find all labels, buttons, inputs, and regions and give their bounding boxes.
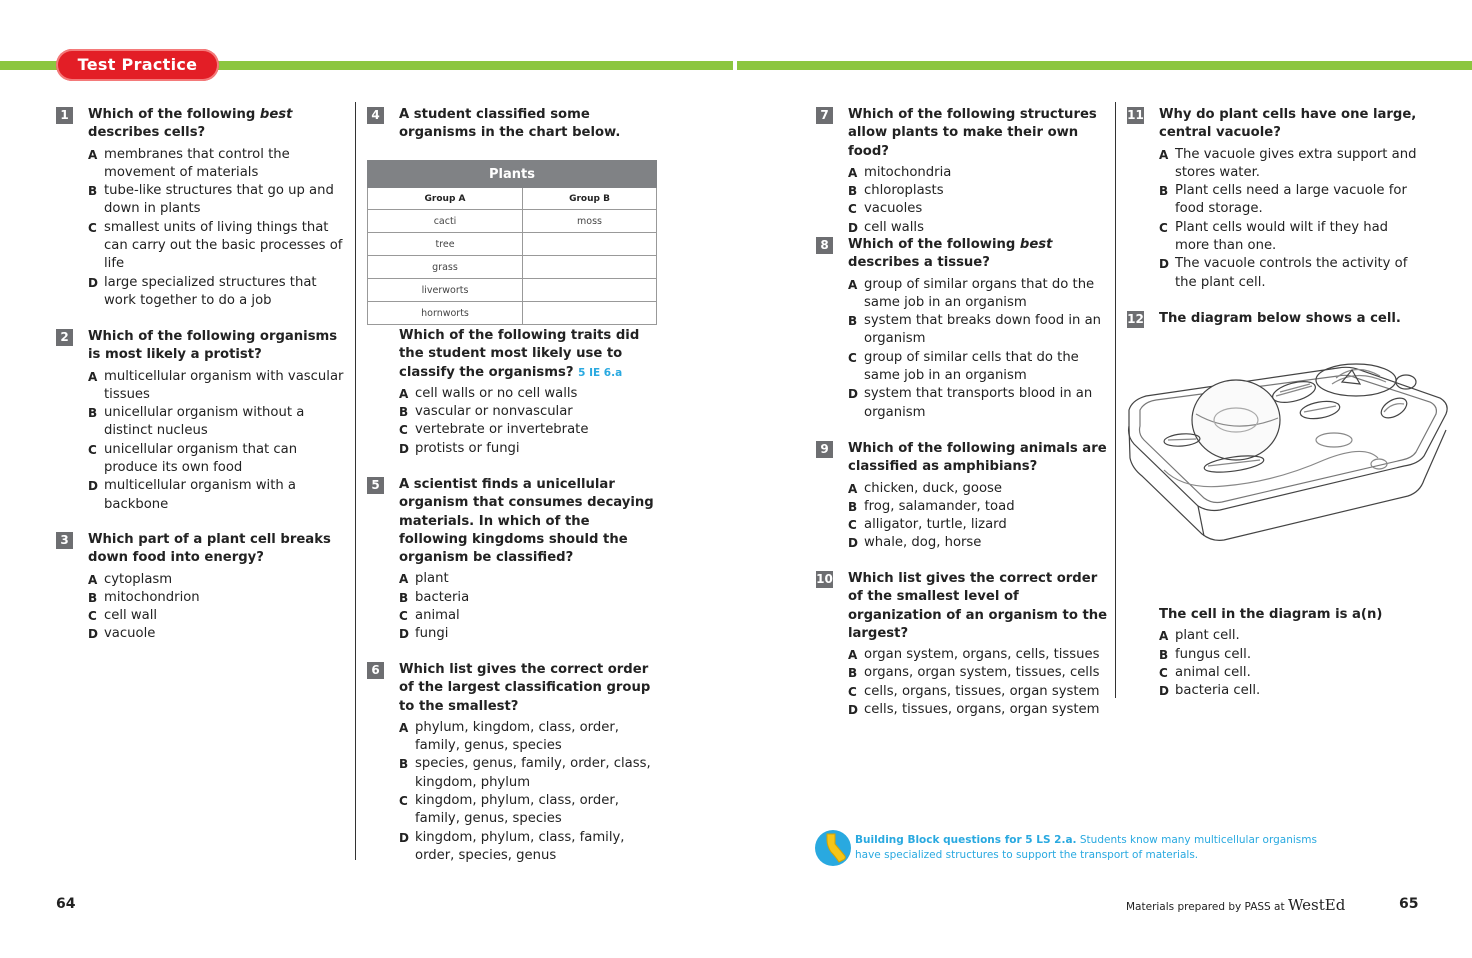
answer-option[interactable]: C cells, organs, tissues, organ system — [848, 683, 1100, 699]
answer-option[interactable]: C alligator, turtle, lizard — [848, 517, 1007, 533]
question-9 — [816, 440, 1108, 553]
answer-option[interactable]: D multicellular organism with a backbone — [88, 478, 297, 512]
answer-option[interactable]: C animal cell. — [1159, 664, 1251, 680]
footer-credit: Materials prepared by PASS at WestEd — [1126, 896, 1346, 914]
answer-option[interactable]: B frog, salamander, toad — [848, 498, 1015, 514]
answer-option[interactable]: B unicellular organism without a distinct nucleus — [88, 405, 305, 439]
answer-option[interactable]: A multicellular organism with vascular tissues — [88, 368, 344, 402]
column-divider-left — [355, 102, 356, 860]
table-cell — [523, 302, 657, 325]
question-prompt: Which of the following traits did the student most likely use to classify the organisms? 5 IE 6.a — [399, 328, 640, 380]
answer-option[interactable]: A organ system, organs, cells, tissues — [848, 647, 1100, 663]
question-2 — [56, 328, 346, 514]
answer-option[interactable]: B species, genus, family, order, class, kingdom, phylum — [399, 756, 651, 790]
answer-option[interactable]: B vascular or nonvascular — [399, 404, 573, 420]
question-10 — [816, 570, 1108, 719]
answer-option[interactable]: B system that breaks down food in an organism — [848, 313, 1102, 347]
answer-option[interactable]: D cell walls — [848, 219, 924, 235]
answer-option[interactable]: C smallest units of living things that can carry out the basic processes of life — [88, 219, 343, 272]
table-row — [368, 210, 657, 233]
plants-table — [367, 160, 657, 325]
answer-option[interactable]: A group of similar organs that do the same job in an organism — [848, 276, 1095, 310]
answer-option[interactable]: D kingdom, phylum, class, family, order, species, genus — [399, 829, 625, 863]
answer-option[interactable]: A plant — [399, 571, 449, 587]
table-cell — [523, 233, 657, 256]
answer-option[interactable]: D fungi — [399, 626, 449, 642]
question-prompt: Which list gives the correct order of the largest classification group to the smallest? — [399, 662, 651, 714]
question-6 — [367, 661, 657, 865]
answer-option[interactable]: B tube-like structures that go up and down in plants — [88, 183, 334, 217]
question-prompt: Which of the following animals are classified as amphibians? — [848, 441, 1107, 475]
answer-option[interactable]: C group of similar cells that do the same job in an organism — [848, 349, 1079, 384]
mitochondrion-icon — [1378, 394, 1410, 422]
answer-option[interactable]: D protists or fungi — [399, 440, 520, 456]
question-prompt: Which of the following structures allow plants to make their own food? — [848, 107, 1097, 159]
question-prompt: Which of the following best describes a tissue? — [848, 237, 1053, 271]
question-number: 4 — [367, 107, 384, 124]
answer-option[interactable]: A cytoplasm — [88, 571, 173, 587]
question-number: 10 — [816, 572, 833, 586]
table-cell: moss — [523, 210, 657, 233]
table-cell: cacti — [368, 210, 523, 233]
question-number: 11 — [1127, 108, 1144, 122]
answer-option[interactable]: A chicken, duck, goose — [848, 480, 1003, 496]
answer-option[interactable]: C vertebrate or invertebrate — [399, 422, 589, 438]
answer-option[interactable]: C vacuoles — [848, 201, 923, 217]
question-number: 7 — [816, 107, 833, 124]
question-number: 2 — [56, 329, 73, 346]
table-header-group-a: Group A — [368, 188, 523, 210]
question-12 — [1127, 310, 1427, 328]
question-8 — [816, 236, 1108, 422]
question-prompt: Which of the following organisms is most likely a protist? — [88, 329, 338, 363]
answer-option[interactable]: D bacteria cell. — [1159, 683, 1261, 699]
table-cell: grass — [368, 256, 523, 279]
answer-option[interactable]: D vacuole — [88, 626, 156, 642]
question-number: 1 — [56, 107, 73, 124]
table-header-group-b: Group B — [523, 188, 657, 210]
building-block-note: Building Block questions for 5 LS 2.a. Students know many multicellular organisms have specialized structures to support the transport of materials. — [855, 834, 1317, 861]
standard-ref: 5 IE 6.a — [578, 366, 623, 379]
table-row — [368, 256, 657, 279]
answer-option[interactable]: D large specialized structures that work together to do a job — [88, 274, 317, 308]
question-prompt: Which part of a plant cell breaks down food into energy? — [88, 532, 331, 566]
question-prompt: The diagram below shows a cell. — [1159, 311, 1401, 326]
question-1 — [56, 106, 346, 310]
page-number-right: 65 — [1399, 896, 1419, 912]
header-rule-right — [737, 61, 1472, 70]
answer-option[interactable]: C kingdom, phylum, class, order, family, genus, species — [399, 793, 619, 827]
answer-option[interactable]: C animal — [399, 608, 460, 624]
question-prompt: Which list gives the correct order of the smallest level of organization of an organism to the largest? — [848, 571, 1108, 641]
answer-option[interactable]: D system that transports blood in an organism — [848, 386, 1093, 420]
answer-option[interactable]: A membranes that control the movement of materials — [88, 146, 290, 180]
california-icon — [815, 830, 851, 866]
answer-option[interactable]: D The vacuole controls the activity of the plant cell. — [1159, 256, 1408, 290]
table-title: Plants — [368, 161, 657, 188]
question-4 — [367, 106, 657, 143]
plant-cell-diagram — [1124, 340, 1454, 568]
wested-logo: WestEd — [1287, 896, 1346, 914]
table-cell: liverworts — [368, 279, 523, 302]
mitochondrion-icon — [1396, 375, 1416, 389]
answer-option[interactable]: B bacteria — [399, 589, 470, 605]
answer-option[interactable]: A The vacuole gives extra support and stores water. — [1159, 146, 1417, 180]
answer-option[interactable]: C cell wall — [88, 608, 158, 624]
table-cell: hornworts — [368, 302, 523, 325]
table-row — [368, 279, 657, 302]
question-number: 6 — [367, 662, 384, 679]
question-number: 3 — [56, 532, 73, 549]
question-12-followup — [1127, 606, 1427, 700]
question-number: 8 — [816, 237, 833, 254]
question-prompt: Which of the following best describes cells? — [88, 107, 293, 141]
question-prompt: A scientist finds a unicellular organism that consumes decaying materials. In which of the following kingdoms should the organism be classified? — [399, 477, 654, 566]
answer-option[interactable]: B fungus cell. — [1159, 646, 1252, 662]
answer-option[interactable]: B organs, organ system, tissues, cells — [848, 665, 1100, 681]
answer-option[interactable]: D cells, tissues, organs, organ system — [848, 702, 1100, 718]
table-cell — [523, 279, 657, 302]
answer-option[interactable]: A mitochondria — [848, 164, 952, 180]
question-5 — [367, 476, 657, 644]
test-practice-tab: Test Practice — [56, 49, 219, 81]
question-prompt: The cell in the diagram is a(n) — [1159, 607, 1383, 622]
question-number: 12 — [1127, 312, 1144, 326]
table-cell — [523, 256, 657, 279]
answer-option[interactable]: B chloroplasts — [848, 183, 944, 199]
answer-option[interactable]: B mitochondrion — [88, 589, 200, 605]
question-7 — [816, 106, 1108, 237]
table-cell: tree — [368, 233, 523, 256]
answer-option[interactable]: A phylum, kingdom, class, order, family, genus, species — [399, 719, 619, 754]
question-prompt: A student classified some organisms in the chart below. — [399, 107, 621, 141]
answer-option[interactable]: A plant cell. — [1159, 628, 1240, 644]
question-4-followup — [367, 327, 657, 458]
question-3 — [56, 531, 346, 644]
chloroplast-icon — [1164, 432, 1201, 447]
question-number: 5 — [367, 477, 384, 494]
table-row — [368, 233, 657, 256]
page-number-left: 64 — [56, 896, 76, 912]
answer-option[interactable]: D whale, dog, horse — [848, 535, 982, 551]
answer-option[interactable]: C Plant cells would wilt if they had more than one. — [1159, 219, 1389, 254]
column-divider-right — [1115, 102, 1116, 698]
table-row — [368, 302, 657, 325]
chloroplast-icon — [1299, 399, 1341, 422]
question-11 — [1127, 106, 1417, 292]
answer-option[interactable]: C unicellular organism that can produce its own food — [88, 441, 298, 476]
question-prompt: Why do plant cells have one large, central vacuole? — [1159, 107, 1417, 141]
answer-option[interactable]: B Plant cells need a large vacuole for food storage. — [1159, 183, 1407, 217]
question-number: 9 — [816, 441, 833, 458]
answer-option[interactable]: A cell walls or no cell walls — [399, 385, 578, 401]
